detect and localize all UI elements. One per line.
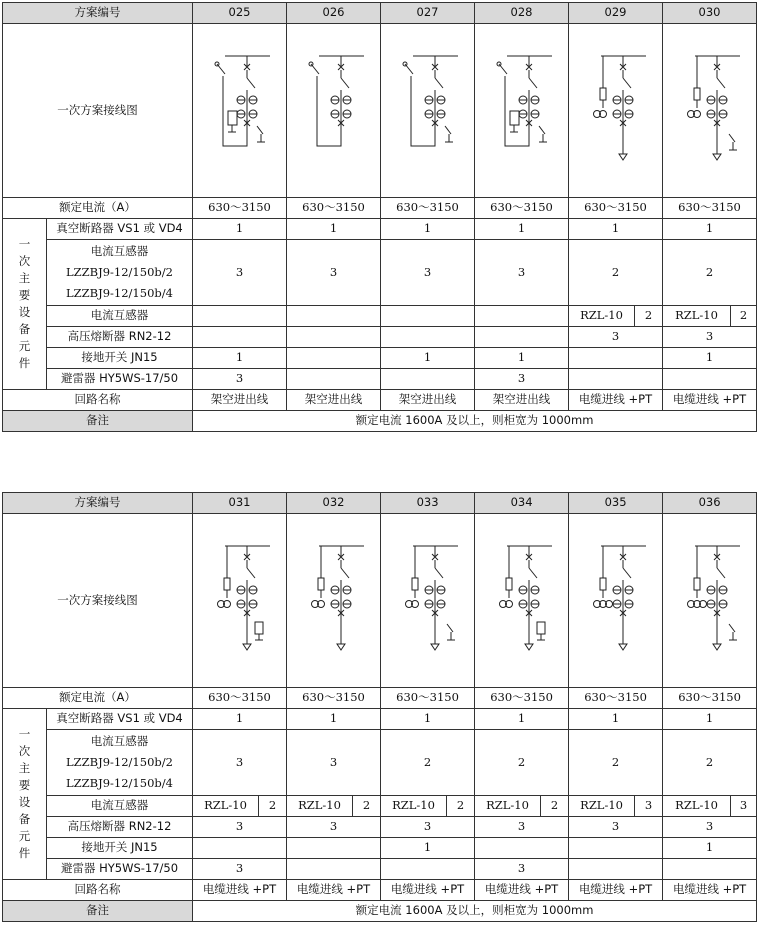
ct-qty: 2: [663, 730, 757, 796]
ct2-model: RZL-10: [287, 796, 353, 817]
arrester-qty: [663, 859, 757, 880]
earth-switch-qty: 1: [663, 348, 757, 369]
circuit-name: 架空进出线: [475, 390, 569, 411]
diagram-025-svg: [195, 36, 285, 186]
ct2-label: 电流互感器: [47, 306, 193, 327]
ct-model-2: LZZBJ9-12/150b/4: [66, 776, 173, 790]
wiring-diagram: [663, 24, 757, 198]
arrester-qty: [381, 369, 475, 390]
rated-current: 630～3150: [193, 688, 287, 709]
wiring-diagram: [569, 24, 663, 198]
fuse-qty: [381, 327, 475, 348]
cable-terminal-icon: [525, 644, 533, 650]
fuse-qty: 3: [569, 327, 663, 348]
earth-switch-icon: [539, 126, 545, 134]
scheme-no: 031: [193, 493, 287, 514]
rated-current-label: 额定电流（A）: [3, 688, 193, 709]
cable-terminal-icon: [619, 644, 627, 650]
earth-switch-qty: [569, 348, 663, 369]
ct2-qty: 2: [447, 796, 475, 817]
earth-switch-label: 接地开关 JN15: [47, 348, 193, 369]
breaker-switch-icon: [529, 568, 537, 578]
scheme-no: 033: [381, 493, 475, 514]
scheme-no: 032: [287, 493, 381, 514]
diagram-030-svg: [665, 36, 755, 186]
wiring-diagram: [381, 24, 475, 198]
earth-switch-qty: [193, 838, 287, 859]
ct-qty: 2: [381, 730, 475, 796]
ct2-model: RZL-10: [193, 796, 259, 817]
fuse-qty: 3: [193, 817, 287, 838]
ct2-qty: 2: [541, 796, 569, 817]
breaker-qty: 1: [287, 219, 381, 240]
diagram-034-svg: [477, 526, 567, 676]
ct-model-1: LZZBJ9-12/150b/2: [66, 265, 173, 279]
breaker-label: 真空断路器 VS1 或 VD4: [47, 709, 193, 730]
pt-fuse-icon: [224, 578, 230, 590]
earth-switch-qty: 1: [475, 348, 569, 369]
wiring-diagram: [193, 514, 287, 688]
breaker-qty: 1: [193, 709, 287, 730]
arrester-label: 避雷器 HY5WS-17/50: [47, 859, 193, 880]
pt-fuse-icon: [694, 578, 700, 590]
scheme-no: 036: [663, 493, 757, 514]
ct2-qty: 3: [731, 796, 757, 817]
arrester-qty: 3: [193, 859, 287, 880]
ct-qty: 3: [287, 240, 381, 306]
ct-qty: 2: [475, 730, 569, 796]
wiring-diagram: [287, 24, 381, 198]
ct2-qty: 3: [635, 796, 663, 817]
circuit-label: 回路名称: [3, 390, 193, 411]
ct-model-2: LZZBJ9-12/150b/4: [66, 286, 173, 300]
earth-switch-qty: 1: [193, 348, 287, 369]
scheme-no: 030: [663, 3, 757, 24]
circuit-name: 电缆进线 +PT: [287, 880, 381, 901]
earth-switch-qty: [569, 838, 663, 859]
wiring-diagram: [475, 24, 569, 198]
rated-current: 630～3150: [569, 198, 663, 219]
circuit-name: 电缆进线 +PT: [663, 880, 757, 901]
ct-qty: 3: [193, 240, 287, 306]
ct-label: [47, 730, 193, 796]
cable-terminal-icon: [713, 154, 721, 160]
fuse-qty: 3: [663, 327, 757, 348]
earth-switch-qty: 1: [663, 838, 757, 859]
arrester-qty: 3: [475, 369, 569, 390]
scheme-no: 025: [193, 3, 287, 24]
scheme-table-2: [2, 492, 757, 922]
arrester-label: 避雷器 HY5WS-17/50: [47, 369, 193, 390]
diagram-026-svg: [289, 36, 379, 186]
ct2-qty: 2: [259, 796, 287, 817]
arrester-icon: [510, 111, 519, 125]
circuit-name: 电缆进线 +PT: [569, 880, 663, 901]
rated-current: 630～3150: [475, 198, 569, 219]
scheme-no: 026: [287, 3, 381, 24]
breaker-qty: 1: [569, 219, 663, 240]
fuse-label: 高压熔断器 RN2-12: [47, 327, 193, 348]
scheme-table-1: [2, 2, 757, 432]
scheme-no-label: 方案编号: [3, 3, 193, 24]
circuit-name: 电缆进线 +PT: [193, 880, 287, 901]
ct-qty: 3: [381, 240, 475, 306]
breaker-switch-icon: [435, 568, 443, 578]
ct2-qty: 2: [635, 306, 663, 327]
breaker-switch-icon: [623, 568, 631, 578]
ct2-label: 电流互感器: [47, 796, 193, 817]
cable-terminal-icon: [431, 644, 439, 650]
ct2-qty: 2: [731, 306, 757, 327]
breaker-switch-icon: [341, 78, 349, 88]
ct-qty: 3: [475, 240, 569, 306]
ct-qty: 2: [663, 240, 757, 306]
rated-current: 630～3150: [287, 198, 381, 219]
breaker-qty: 1: [475, 709, 569, 730]
breaker-qty: 1: [663, 219, 757, 240]
earth-switch-icon: [729, 624, 735, 632]
pt-fuse-icon: [600, 578, 606, 590]
ct-qty: 2: [569, 240, 663, 306]
breaker-switch-icon: [717, 78, 725, 88]
rated-current: 630～3150: [663, 688, 757, 709]
cable-terminal-icon: [713, 644, 721, 650]
earth-switch-icon: [729, 134, 735, 142]
rated-current: 630～3150: [381, 198, 475, 219]
arrester-qty: [287, 369, 381, 390]
rated-current-label: 额定电流（A）: [3, 198, 193, 219]
ct2-cell: [287, 306, 381, 327]
breaker-qty: 1: [475, 219, 569, 240]
scheme-no: 029: [569, 3, 663, 24]
arrester-qty: [663, 369, 757, 390]
breaker-qty: 1: [381, 709, 475, 730]
equipment-group-label: [3, 219, 47, 390]
breaker-switch-icon: [247, 568, 255, 578]
remark-label: 备注: [3, 901, 193, 922]
circuit-label: 回路名称: [3, 880, 193, 901]
ct2-model: RZL-10: [569, 796, 635, 817]
fuse-qty: [193, 327, 287, 348]
breaker-switch-icon: [529, 78, 537, 88]
diagram-027-svg: [383, 36, 473, 186]
diagram-033-svg: [383, 526, 473, 676]
ct2-cell: [193, 306, 287, 327]
arrester-qty: [287, 859, 381, 880]
ct2-cell: [475, 306, 569, 327]
breaker-qty: 1: [193, 219, 287, 240]
ct-model-1: LZZBJ9-12/150b/2: [66, 755, 173, 769]
circuit-name: 架空进出线: [193, 390, 287, 411]
breaker-qty: 1: [381, 219, 475, 240]
breaker-switch-icon: [247, 78, 255, 88]
wiring-diagram: [381, 514, 475, 688]
cable-terminal-icon: [337, 644, 345, 650]
arrester-qty: 3: [475, 859, 569, 880]
earth-switch-qty: [475, 838, 569, 859]
breaker-switch-icon: [717, 568, 725, 578]
diagram-028-svg: [477, 36, 567, 186]
arrester-icon: [255, 622, 263, 634]
wiring-diagram: [193, 24, 287, 198]
ct2-model: RZL-10: [475, 796, 541, 817]
diagram-036-svg: [665, 526, 755, 676]
breaker-switch-icon: [435, 78, 443, 88]
pt-fuse-icon: [318, 578, 324, 590]
remark-label: 备注: [3, 411, 193, 432]
fuse-qty: [287, 327, 381, 348]
arrester-icon: [228, 111, 237, 125]
arrester-qty: [381, 859, 475, 880]
rated-current: 630～3150: [193, 198, 287, 219]
pt-fuse-icon: [600, 88, 606, 100]
diagram-032-svg: [289, 526, 379, 676]
ct2-model: RZL-10: [569, 306, 635, 327]
remark-text: 额定电流 1600A 及以上，则柜宽为 1000mm: [193, 901, 757, 922]
equipment-group-text: 一次主要设备元件: [18, 727, 31, 860]
earth-switch-qty: [287, 838, 381, 859]
scheme-no: 028: [475, 3, 569, 24]
diagram-029-svg: [571, 36, 661, 186]
fuse-qty: 3: [663, 817, 757, 838]
equipment-group-text: 一次主要设备元件: [18, 237, 31, 370]
breaker-qty: 1: [569, 709, 663, 730]
diagram-035-svg: [571, 526, 661, 676]
ct2-qty: 2: [353, 796, 381, 817]
scheme-no: 027: [381, 3, 475, 24]
arrester-qty: 3: [193, 369, 287, 390]
breaker-switch-icon: [341, 568, 349, 578]
ct-title: 电流互感器: [90, 244, 149, 258]
scheme-no: 035: [569, 493, 663, 514]
rated-current: 630～3150: [381, 688, 475, 709]
wiring-diagram: [663, 514, 757, 688]
circuit-name: 架空进出线: [287, 390, 381, 411]
cable-terminal-icon: [619, 154, 627, 160]
diagram-031-svg: [195, 526, 285, 676]
fuse-qty: 3: [287, 817, 381, 838]
circuit-name: 电缆进线 +PT: [663, 390, 757, 411]
breaker-qty: 1: [663, 709, 757, 730]
ct2-model: RZL-10: [663, 796, 731, 817]
ct-label: [47, 240, 193, 306]
fuse-label: 高压熔断器 RN2-12: [47, 817, 193, 838]
wiring-diagram: [569, 514, 663, 688]
equipment-group-label: [3, 709, 47, 880]
fuse-qty: [475, 327, 569, 348]
scheme-no-label: 方案编号: [3, 493, 193, 514]
pt-fuse-icon: [694, 88, 700, 100]
ct-title: 电流互感器: [90, 734, 149, 748]
earth-switch-qty: [287, 348, 381, 369]
arrester-qty: [569, 859, 663, 880]
wiring-diagram: [287, 514, 381, 688]
pt-fuse-icon: [506, 578, 512, 590]
rated-current: 630～3150: [287, 688, 381, 709]
rated-current: 630～3150: [475, 688, 569, 709]
ct-qty: 3: [193, 730, 287, 796]
breaker-qty: 1: [287, 709, 381, 730]
fuse-qty: 3: [475, 817, 569, 838]
ct-qty: 3: [287, 730, 381, 796]
ct2-model: RZL-10: [381, 796, 447, 817]
circuit-name: 电缆进线 +PT: [381, 880, 475, 901]
remark-text: 额定电流 1600A 及以上，则柜宽为 1000mm: [193, 411, 757, 432]
earth-switch-icon: [447, 624, 453, 632]
ct2-cell: [381, 306, 475, 327]
ct-qty: 2: [569, 730, 663, 796]
ct2-model: RZL-10: [663, 306, 731, 327]
fuse-qty: 3: [381, 817, 475, 838]
earth-switch-qty: 1: [381, 838, 475, 859]
arrester-qty: [569, 369, 663, 390]
earth-switch-qty: 1: [381, 348, 475, 369]
cable-terminal-icon: [243, 644, 251, 650]
diagram-label: 一次方案接线图: [3, 24, 193, 198]
earth-switch-icon: [445, 126, 451, 134]
rated-current: 630～3150: [663, 198, 757, 219]
fuse-qty: 3: [569, 817, 663, 838]
scheme-no: 034: [475, 493, 569, 514]
rated-current: 630～3150: [569, 688, 663, 709]
arrester-icon: [537, 622, 545, 634]
breaker-label: 真空断路器 VS1 或 VD4: [47, 219, 193, 240]
circuit-name: 架空进出线: [381, 390, 475, 411]
circuit-name: 电缆进线 +PT: [475, 880, 569, 901]
circuit-name: 电缆进线 +PT: [569, 390, 663, 411]
pt-fuse-icon: [412, 578, 418, 590]
wiring-diagram: [475, 514, 569, 688]
diagram-label: 一次方案接线图: [3, 514, 193, 688]
earth-switch-icon: [257, 126, 263, 134]
earth-switch-label: 接地开关 JN15: [47, 838, 193, 859]
breaker-switch-icon: [623, 78, 631, 88]
